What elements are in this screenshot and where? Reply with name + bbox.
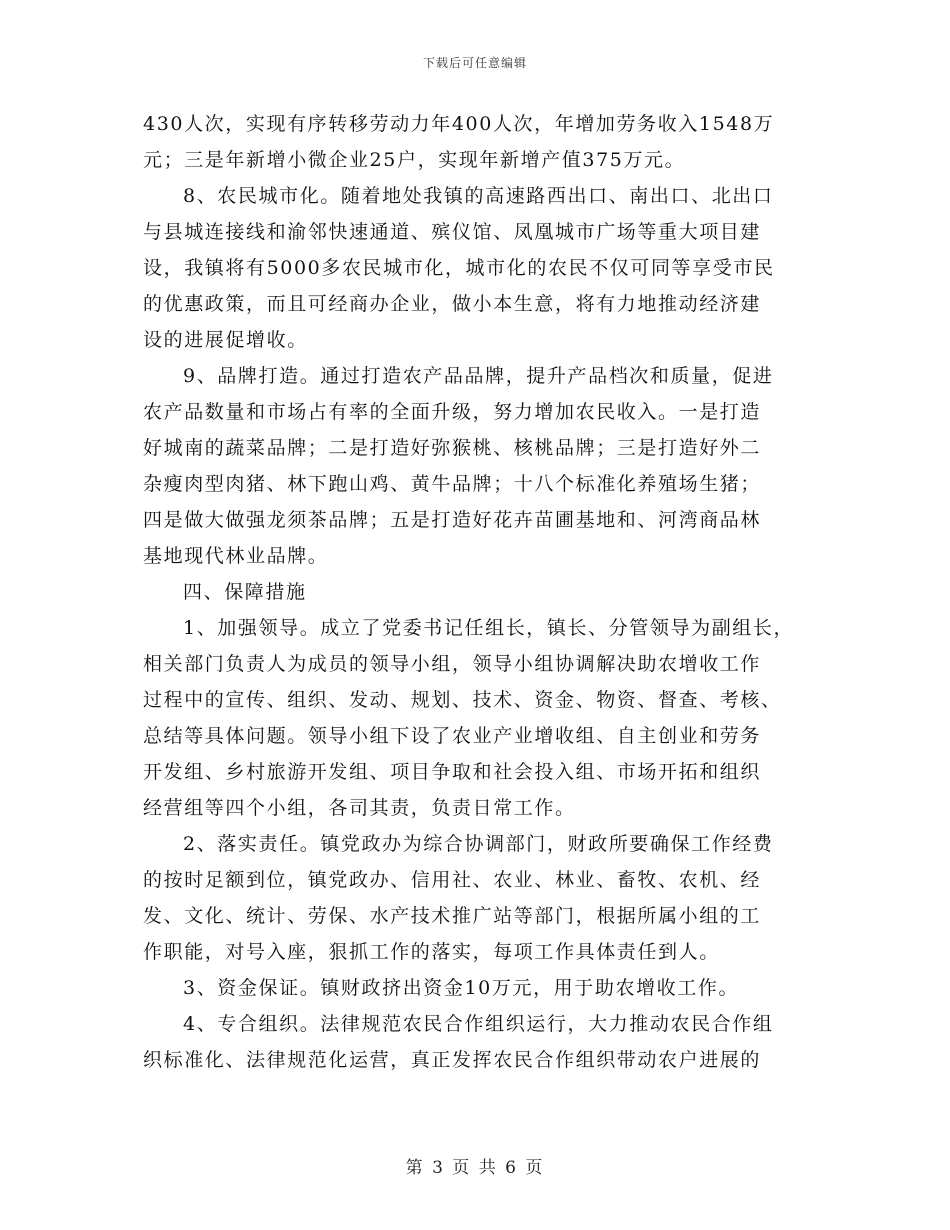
text-line: 2、落实责任。镇党政办为综合协调部门，财政所要确保工作经费 [183,833,774,855]
text-line: 经营组等四个小组，各司其责，负责日常工作。 [143,797,576,819]
text-line: 相关部门负责人为成员的领导小组，领导小组协调解决助农增收工作 [143,653,762,675]
text-line: 杂瘦肉型肉猪、林下跑山鸡、黄牛品牌；十八个标准化养殖场生猪； [143,473,762,495]
text-line: 的按时足额到位，镇党政办、信用社、农业、林业、畜牧、农机、经 [143,869,762,891]
text-line: 开发组、乡村旅游开发组、项目争取和社会投入组、市场开拓和组织 [143,761,762,783]
text-line: 四是做大做强龙须茶品牌；五是打造好花卉苗圃基地和、河湾商品林 [143,509,762,531]
text-line: 设，我镇将有5000多农民城市化，城市化的农民不仅可同等享受市民 [143,257,775,279]
page-number: 第 3 页 共 6 页 [405,1158,545,1178]
text-line: 好城南的蔬菜品牌；二是打造好弥猴桃、核桃品牌；三是打造好外二 [143,437,762,459]
page-header-note: 下载后可任意编辑 [422,56,527,70]
text-line: 3、资金保证。镇财政挤出资金10万元，用于助农增收工作。 [183,977,740,999]
text-line: 过程中的宣传、组织、发动、规划、技术、资金、物资、督查、考核、 [143,689,782,711]
text-line: 总结等具体问题。领导小组下设了农业产业增收组、自主创业和劳务 [143,725,762,747]
text-line: 9、品牌打造。通过打造农产品品牌，提升产品档次和质量，促进 [183,365,774,387]
text-line: 430人次，实现有序转移劳动力年400人次，年增加劳务收入1548万 [143,113,775,135]
text-line: 基地现代林业品牌。 [143,545,329,567]
text-line: 8、农民城市化。随着地处我镇的高速路西出口、南出口、北出口 [183,185,774,207]
text-line: 4、专合组织。法律规范农民合作组织运行，大力推动农民合作组 [183,1013,774,1035]
text-line: 的优惠政策，而且可经商办企业，做小本生意，将有力地推动经济建 [143,293,762,315]
text-line: 农产品数量和市场占有率的全面升级，努力增加农民收入。一是打造 [143,401,762,423]
text-line: 作职能，对号入座，狠抓工作的落实，每项工作具体责任到人。 [143,941,720,963]
document-body [143,106,823,1078]
text-line: 元；三是年新增小微企业25户，实现年新增产值375万元。 [143,149,686,171]
text-line: 发、文化、统计、劳保、水产技术推广站等部门，根据所属小组的工 [143,905,762,927]
text-line: 四、保障措施 [183,581,307,603]
text-line: 织标准化、法律规范化运营，真正发挥农民合作组织带动农户进展的 [143,1049,762,1071]
text-line: 与县城连接线和渝邻快速通道、殡仪馆、凤凰城市广场等重大项目建 [143,221,762,243]
text-line: 1、加强领导。成立了党委书记任组长，镇长、分管领导为副组长， [183,617,795,639]
text-line: 设的进展促增收。 [143,329,308,351]
